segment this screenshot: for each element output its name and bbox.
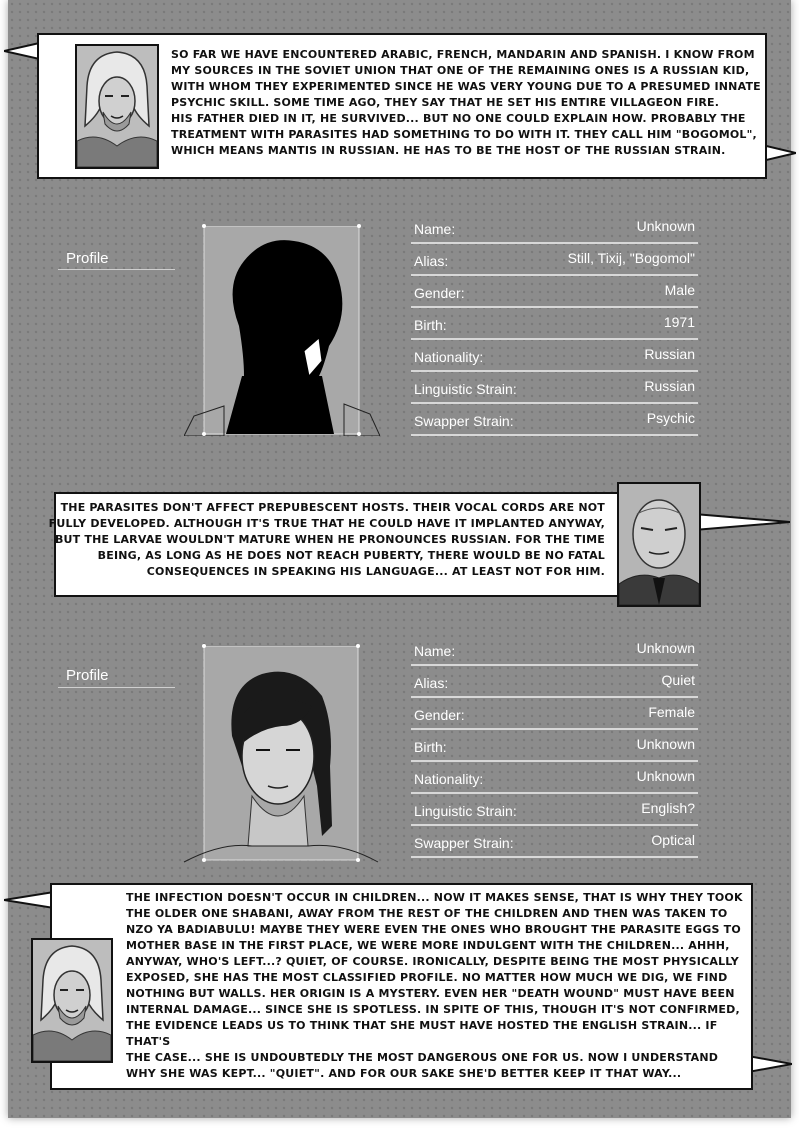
profile-label: Profile	[66, 250, 109, 267]
row-value: Russian	[644, 378, 695, 394]
row-key: Name:	[414, 221, 456, 237]
bubble-text-middle	[45, 500, 605, 580]
speech-bubble-bottom	[50, 883, 753, 1090]
speaker-portrait-old-man	[617, 482, 701, 607]
profile-photo-silhouette-boy	[184, 226, 380, 436]
profile-row-birth	[411, 730, 698, 762]
profile-row-linguistic-strain	[411, 794, 698, 826]
bubble-line: THE EVIDENCE LEADS US TO THINK THAT SHE MUST HAVE HOSTED THE ENGLISH STRAIN... IF THAT'S	[126, 1019, 718, 1048]
bubble-line: BEING, AS LONG AS HE DOES NOT REACH PUBERTY, THERE WOULD BE NO FATAL	[97, 549, 605, 562]
bubble-line: THE PARASITES DON'T AFFECT PREPUBESCENT HOSTS. THEIR VOCAL CORDS ARE NOT	[60, 501, 605, 514]
bubble-line: SO FAR WE HAVE ENCOUNTERED ARABIC, FRENCH, MANDARIN AND SPANISH. I KNOW FROM	[171, 48, 755, 61]
speech-tail-left	[4, 890, 54, 910]
bubble-line: ANYWAY, WHO'S LEFT...? QUIET, OF COURSE. IRONICALLY, DESPITE BEING THE MOST PHYSICALLY	[126, 955, 739, 968]
row-key: Swapper Strain:	[414, 835, 514, 851]
row-key: Swapper Strain:	[414, 413, 514, 429]
profile-underline	[58, 687, 175, 688]
bubble-line: MY SOURCES IN THE SOVIET UNION THAT ONE OF THE REMAINING ONES IS A RUSSIAN KID,	[171, 64, 750, 77]
row-value: Unknown	[636, 768, 695, 784]
row-key: Gender:	[414, 285, 465, 301]
speech-tail-right	[762, 143, 796, 163]
speaker-portrait-bearded-man	[75, 44, 159, 169]
selection-handle	[202, 224, 206, 228]
row-divider	[411, 434, 698, 436]
row-value: Psychic	[646, 410, 695, 426]
row-key: Gender:	[414, 707, 465, 723]
row-value: 1971	[663, 314, 695, 330]
profile-row-alias	[411, 666, 698, 698]
speaker-portrait-bearded-man	[31, 938, 113, 1063]
bubble-line: WHY SHE WAS KEPT... "QUIET". AND FOR OUR SAKE SHE'D BETTER KEEP IT THAT WAY...	[126, 1067, 682, 1080]
speech-tail-right	[748, 1054, 792, 1074]
selection-handle	[356, 858, 360, 862]
bubble-line: THE INFECTION DOESN'T OCCUR IN CHILDREN... NOW IT MAKES SENSE, THAT IS WHY THEY TOOK	[126, 891, 743, 904]
bubble-line: WHICH MEANS MANTIS IN RUSSIAN. HE HAS TO BE THE HOST OF THE RUSSIAN STRAIN.	[171, 144, 726, 157]
bubble-line: TREATMENT WITH PARASITES HAD SOMETHING TO DO WITH IT. THEY CALL HIM "BOGOMOL",	[171, 128, 757, 141]
row-value: Still, Tixij, "Bogomol"	[567, 250, 695, 266]
bubble-line: EXPOSED, SHE HAS THE MOST CLASSIFIED PROFILE. NO MATTER HOW MUCH WE DIG, WE FIND	[126, 971, 728, 984]
bubble-text-bottom	[126, 890, 746, 1082]
bubble-line: PSYCHIC SKILL. SOME TIME AGO, THEY SAY THAT HE SET HIS ENTIRE VILLAGEON FIRE.	[171, 96, 720, 109]
selection-handle	[356, 644, 360, 648]
bubble-line: THE CASE... SHE IS UNDOUBTEDLY THE MOST DANGEROUS ONE FOR US. NOW I UNDERSTAND	[126, 1051, 719, 1064]
bubble-line: THE OLDER ONE SHABANI, AWAY FROM THE REST OF THE CHILDREN AND THEN WAS TAKEN TO	[126, 907, 728, 920]
profile-row-gender	[411, 276, 698, 308]
profile-row-nationality	[411, 340, 698, 372]
profile-row-name	[411, 212, 698, 244]
bubble-line: MOTHER BASE IN THE FIRST PLACE, WE WERE MORE INDULGENT WITH THE CHILDREN... AHHH,	[126, 939, 730, 952]
bubble-line: HIS FATHER DIED IN IT, HE SURVIVED... BUT NO ONE COULD EXPLAIN HOW. PROBABLY THE	[171, 112, 746, 125]
speech-bubble-middle	[48, 492, 699, 597]
speech-tail-right	[694, 512, 790, 532]
row-key: Nationality:	[414, 771, 484, 787]
bubble-line: FULLY DEVELOPED. ALTHOUGH IT'S TRUE THAT HE COULD HAVE IT IMPLANTED ANYWAY,	[48, 517, 605, 530]
bubble-line: NOTHING BUT WALLS. HER ORIGIN IS A MYSTERY. EVEN HER "DEATH WOUND" MUST HAVE BEEN	[126, 987, 735, 1000]
row-key: Alias:	[414, 675, 449, 691]
profile-row-birth	[411, 308, 698, 340]
bubble-line: NZO YA BADIABULU! MAYBE THEY WERE EVEN THE ONES WHO BROUGHT THE PARASITE EGGS TO	[126, 923, 741, 936]
row-key: Birth:	[414, 739, 447, 755]
row-key: Linguistic Strain:	[414, 803, 517, 819]
profile-underline	[58, 269, 175, 270]
profile-row-gender	[411, 698, 698, 730]
profile-row-alias	[411, 244, 698, 276]
row-value: English?	[641, 800, 695, 816]
profile-label: Profile	[66, 667, 109, 684]
row-value: Male	[664, 282, 695, 298]
row-value: Optical	[651, 832, 695, 848]
selection-handle	[357, 224, 361, 228]
bubble-line: WITH WHOM THEY EXPERIMENTED SINCE HE WAS VERY YOUNG DUE TO A PRESUMED INNATE	[171, 80, 761, 93]
selection-handle	[357, 432, 361, 436]
row-value: Quiet	[661, 672, 695, 688]
profile-photo-quiet	[182, 646, 380, 864]
row-value: Unknown	[636, 736, 695, 752]
row-key: Alias:	[414, 253, 449, 269]
row-value: Russian	[644, 346, 695, 362]
row-key: Birth:	[414, 317, 447, 333]
row-value: Unknown	[636, 640, 695, 656]
profile-row-linguistic-strain	[411, 372, 698, 404]
selection-handle	[202, 644, 206, 648]
row-value: Unknown	[636, 218, 695, 234]
selection-handle	[202, 858, 206, 862]
selection-handle	[202, 432, 206, 436]
bubble-line: CONSEQUENCES IN SPEAKING HIS LANGUAGE... AT LEAST NOT FOR HIM.	[146, 565, 605, 578]
bubble-text-top	[171, 47, 761, 159]
profile-row-name	[411, 634, 698, 666]
row-key: Linguistic Strain:	[414, 381, 517, 397]
profile-row-swapper-strain	[411, 826, 698, 858]
row-key: Name:	[414, 643, 456, 659]
profile-row-swapper-strain	[411, 404, 698, 436]
row-divider	[411, 856, 698, 858]
row-value: Female	[648, 704, 695, 720]
row-key: Nationality:	[414, 349, 484, 365]
bubble-line: INTERNAL DAMAGE... SINCE SHE IS SPOTLESS. IN SPITE OF THIS, THOUGH IT'S NOT CONFIRMED,	[126, 1003, 740, 1016]
profile-row-nationality	[411, 762, 698, 794]
bubble-line: BUT THE LARVAE WOULDN'T MATURE WHEN HE PRONOUNCES RUSSIAN. FOR THE TIME	[54, 533, 605, 546]
